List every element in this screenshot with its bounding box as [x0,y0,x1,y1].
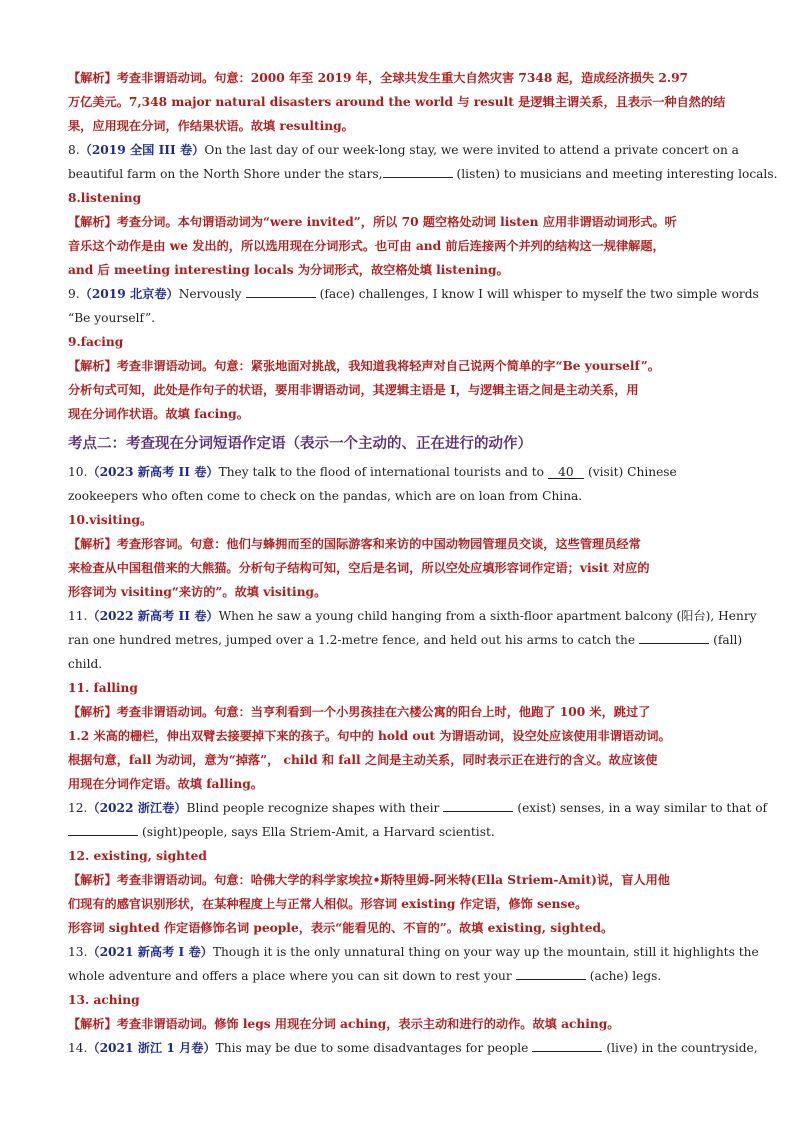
answer-text: 13. aching [68,993,140,1007]
answer-text: 8.listening [68,191,142,205]
question-text: ran one hundred metres, jumped over a 1.2-metre fence, and held out his arms to catch the [68,633,636,647]
question-line [68,820,726,844]
question-source: （2021 浙江 1 月卷） [87,1041,216,1055]
question-source: （2022 新高考 II 卷） [87,609,219,623]
question-text: (exist) senses, in a way similar to that of [517,801,768,815]
answer-text: 10.visiting。 [68,513,153,527]
question-9 [68,282,759,426]
analysis-line: 分析句式可知，此处是作句子的状语，要用非谓语动词，其逻辑主语是 I，与逻辑主语之间是主动关系，用 [68,383,639,397]
question-source: （2022 浙江卷） [87,801,187,815]
question-14 [68,1036,758,1060]
answer-blank[interactable] [532,1040,602,1052]
answer-blank[interactable] [68,824,138,836]
question-text: Nervously [178,287,242,301]
question-source: （2019 全国 III 卷） [79,143,205,157]
question-number: 10. [68,465,88,479]
question-number: 11. [68,609,88,623]
analysis-line: and 后 meeting interesting locals 为分词形式，故空格处填 listening。 [68,263,509,277]
question-text: whole adventure and offers a place where you can sit down to rest your [68,969,512,983]
answer-blank[interactable] [246,286,316,298]
question-line [68,628,743,652]
answer-blank[interactable] [639,632,709,644]
answer-blank[interactable] [516,968,586,980]
analysis-line: 果，应用现在分词，作结果状语。故填 resulting。 [68,119,354,133]
question-number: 14. [68,1041,88,1055]
analysis-line: 【解析】考查非谓语动词。修饰 legs 用现在分词 aching，表示主动和进行的动作。故填 aching。 [68,1017,620,1031]
section-heading: 考点二：考查现在分词短语作定语（表示一个主动的、正在进行的动作） [68,435,532,452]
question-line [68,604,757,628]
analysis-line: 【解析】考查非谓语动词。句意：紧张地面对挑战，我知道我将轻声对自己说两个简单的字“Be yourself”。 [68,359,660,373]
question-text: child. [68,657,103,671]
question-text: This may be due to some disadvantages for people [215,1041,529,1055]
answer-text: 9.facing [68,335,124,349]
analysis-line: 形容词 sighted 作定语修饰名词 people，表示“能看见的、不盲的”。故填 existing, sighted。 [68,921,614,935]
question-text: On the last day of our week-long stay, we were invited to attend a private concert on a [204,143,739,157]
analysis-line: 们现有的感官识别形状，在某种程度上与正常人相似。形容词 existing 作定语，修饰 sense。 [68,897,588,911]
question-text: (live) in the countryside, [606,1041,758,1055]
question-text: Blind people recognize shapes with their [186,801,440,815]
analysis-line: 用现在分词作定语。故填 falling。 [68,777,263,791]
question-line [68,1036,758,1060]
analysis-line: 音乐这个动作是由 we 发出的，所以选用现在分词形式。也可由 and 前后连接两个并列的结构这一规律解题， [68,239,665,253]
answer-text: 11. falling [68,681,138,695]
answer-blank[interactable] [443,800,513,812]
question-text: (ache) legs. [589,969,662,983]
question-text: (visit) Chinese [587,465,677,479]
question-source: （2023 新高考 II 卷） [87,465,219,479]
question-source: （2019 北京卷） [79,287,179,301]
question-text: (listen) to musicians and meeting interesting locals. [456,167,778,181]
question-number: 13. [68,945,88,959]
answer-blank[interactable]: 40 [548,466,584,479]
question-text: Though it is the only unnatural thing on your way up the mountain, still it highlights the [212,945,759,959]
question-text: (sight)people, says Ella Striem-Amit, a Harvard scientist. [142,825,495,839]
question-12 [68,796,768,940]
question-line [68,940,759,964]
question-text: (fall) [713,633,743,647]
question-text: beautiful farm on the North Shore under the stars, [68,167,383,181]
analysis-line: 形容词为 visiting“来访的”。故填 visiting。 [68,585,327,599]
question-line [68,652,726,676]
question-10 [68,460,726,604]
analysis-line: 来检查从中国租借来的大熊猫。分析句子结构可知，空后是名词，所以空处应填形容词作定语；visit 对应的 [68,561,650,575]
question-text: (face) challenges, I know I will whisper to myself the two simple words [319,287,759,301]
question-line [68,460,726,484]
document-page [68,66,778,1060]
question-text: They talk to the flood of international tourists and to [218,465,544,479]
analysis-line: 【解析】考查非谓语动词。句意：当亨利看到一个小男孩挂在六楼公寓的阳台上时，他跑了 100 米，跳过了 [68,705,651,719]
analysis-line: 现在分词作状语。故填 facing。 [68,407,249,421]
question-line [68,138,739,162]
analysis-line: 根据句意，fall 为动词，意为“掉落”， child 和 fall 之间是主动关系，同时表示正在进行的含义。故应该使 [68,753,658,767]
analysis-line: 万亿美元。7,348 major natural disasters around the world 与 result 是逻辑主谓关系，且表示一种自然的结 [68,95,726,109]
question-line [68,964,726,988]
question-source: （2021 新高考 I 卷） [87,945,213,959]
question-text: “Be yourself”. [68,311,156,325]
question-11 [68,604,757,796]
answer-text: 12. existing, sighted [68,849,207,863]
question-line [68,796,768,820]
analysis-line: 【解析】考查非谓语动词。句意：2000 年至 2019 年，全球共发生重大自然灾害 7348 起，造成经济损失 2.97 [68,71,689,85]
question-line [68,162,778,186]
analysis-line: 【解析】考查形容词。句意：他们与蜂拥而至的国际游客和来访的中国动物园管理员交谈，这些管理员经常 [68,537,641,551]
question-number: 9. [68,287,80,301]
answer-blank[interactable] [383,166,453,178]
question-text: zookeepers who often come to check on the pandas, which are on loan from China. [68,489,583,503]
question-line [68,306,726,330]
question-number: 12. [68,801,88,815]
analysis-line: 【解析】考查非谓语动词。句意：哈佛大学的科学家埃拉•斯特里姆-阿米特(Ella Striem-Amit)说，盲人用他 [68,873,670,887]
question-8 [68,138,778,282]
question-line [68,282,759,306]
analysis-line: 【解析】考查分词。本句谓语动词为“were invited”，所以 70 题空格处动词 listen 应用非谓语动词形式。听 [68,215,677,229]
question-number: 8. [68,143,80,157]
question-text: When he saw a young child hanging from a sixth-floor apartment balcony (阳台), Henry [218,609,757,623]
analysis-line: 1.2 米高的栅栏，伸出双臂去接要掉下来的孩子。句中的 hold out 为谓语动词，设空处应该使用非谓语动词。 [68,729,671,743]
question-line [68,484,726,508]
analysis-block [68,66,726,138]
question-13 [68,940,759,1036]
